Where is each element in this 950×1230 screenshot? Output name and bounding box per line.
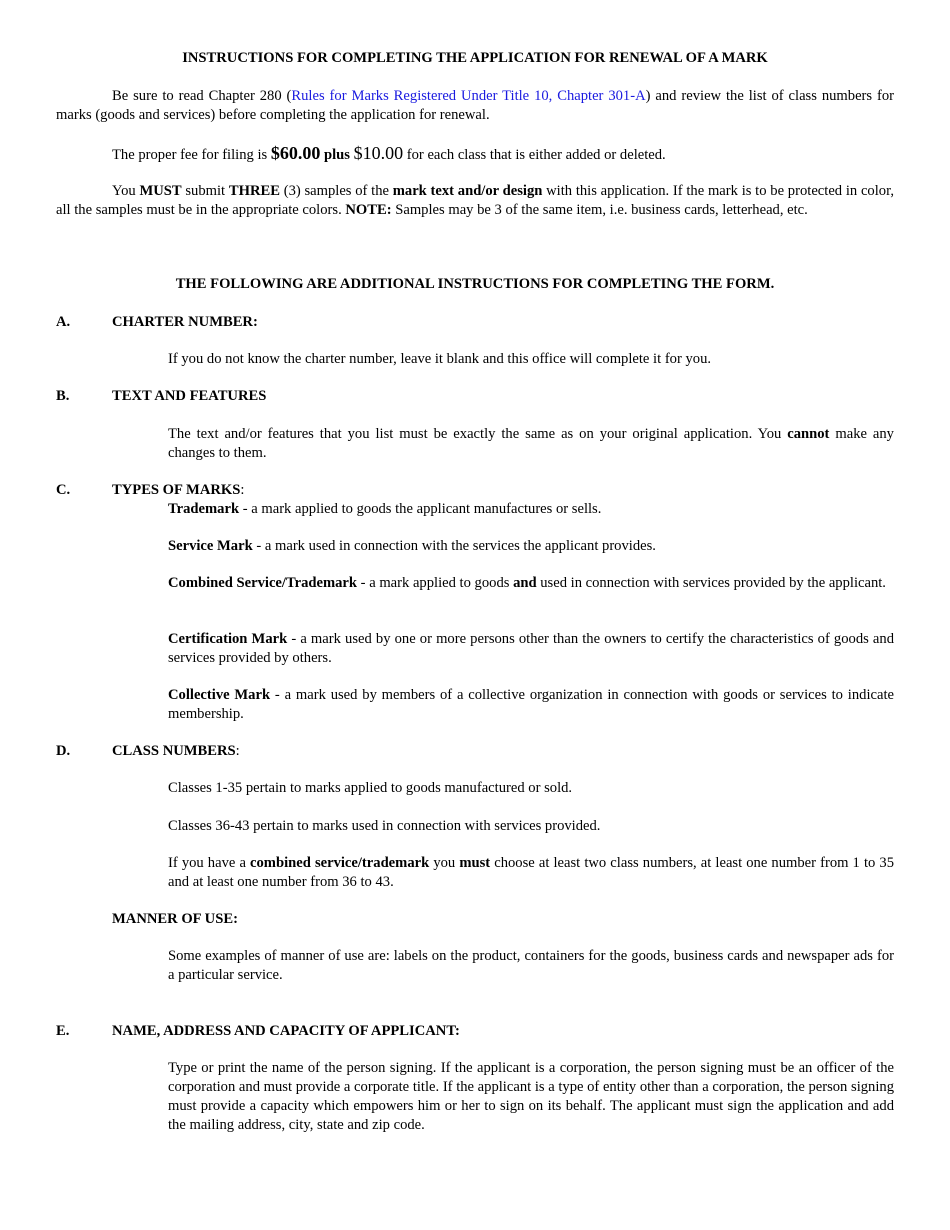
section-d-letter: D. <box>56 743 71 759</box>
services-classes-text: Classes 36-43 pertain to marks used in connection with services provided. <box>168 818 601 834</box>
section-b-text: The text and/or features that you list must be exactly the same as on your original application. You cannot make any changes to them. <box>168 426 894 461</box>
service-mark-definition: Service Mark - a mark used in connection with the services the applicant provides. <box>168 538 656 554</box>
collective-mark-definition: Collective Mark - a mark used by members of a collective organization in connection with goods or services to indicate membership. <box>168 687 894 722</box>
fee-paragraph: The proper fee for filing is $60.00 plus $10.00 for each class that is either added or deleted. <box>112 143 666 163</box>
goods-classes-text: Classes 1-35 pertain to marks applied to goods manufactured or sold. <box>168 780 573 796</box>
section-a-text: If you do not know the charter number, leave it blank and this office will complete it for you. <box>168 351 712 367</box>
combined-classes-text: If you have a combined service/trademark you must choose at least two class numbers, at least one number from 1 to 35 and at least one number from 36 to 43. <box>168 855 894 890</box>
section-b-heading: TEXT AND FEATURES <box>112 388 267 404</box>
trademark-definition: Trademark - a mark applied to goods the applicant manufactures or sells. <box>168 501 602 517</box>
manner-of-use-text: Some examples of manner of use are: labels on the product, containers for the goods, business cards and newspaper ads for a particular service. <box>168 948 894 983</box>
subtitle: THE FOLLOWING ARE ADDITIONAL INSTRUCTIONS FOR COMPLETING THE FORM. <box>175 276 775 292</box>
section-a-letter: A. <box>56 314 71 330</box>
intro-paragraph: Be sure to read Chapter 280 (Rules for Marks Registered Under Title 10, Chapter 301-A) and review the list of class numbers for marks (goods and services) before completing the application for renewal. <box>56 88 895 123</box>
manner-of-use-heading: MANNER OF USE: <box>112 911 238 927</box>
section-c-letter: C. <box>56 482 71 498</box>
combined-mark-definition: Combined Service/Trademark - a mark applied to goods and used in connection with services provided by the applicant. <box>168 575 886 591</box>
section-e-heading: NAME, ADDRESS AND CAPACITY OF APPLICANT: <box>112 1023 460 1039</box>
section-e-letter: E. <box>56 1023 70 1039</box>
fee-amount: $60.00 <box>270 143 321 163</box>
page-title: INSTRUCTIONS FOR COMPLETING THE APPLICATION FOR RENEWAL OF A MARK <box>182 50 768 66</box>
section-a-heading: CHARTER NUMBER: <box>112 314 258 330</box>
section-d-heading: CLASS NUMBERS: <box>112 743 240 759</box>
section-c-heading: TYPES OF MARKS: <box>112 482 245 498</box>
section-e-text: Type or print the name of the person signing. If the applicant is a corporation, the person signing must be an officer of the corporation and must provide a corporate title. If the applicant is a type of entity other than a corporation, the person signing must provide a capacity which empowers him or her to sign on its behalf. The applicant must sign the application and add the mailing address, city, state and zip code. <box>168 1060 894 1133</box>
section-b-letter: B. <box>56 388 70 404</box>
rules-link[interactable]: Rules for Marks Registered Under Title 10, Chapter 301-A <box>291 88 646 104</box>
fee-extra: $10.00 <box>353 143 404 163</box>
certification-mark-definition: Certification Mark - a mark used by one or more persons other than the owners to certify the characteristics of goods and services provided by others. <box>168 631 894 666</box>
samples-paragraph: You MUST submit THREE (3) samples of the mark text and/or design with this application. If the mark is to be protected in color, all the samples must be in the appropriate colors. NOTE: Samples may be 3 of the same item, i.e. business cards, letterhead, etc. <box>56 183 895 218</box>
